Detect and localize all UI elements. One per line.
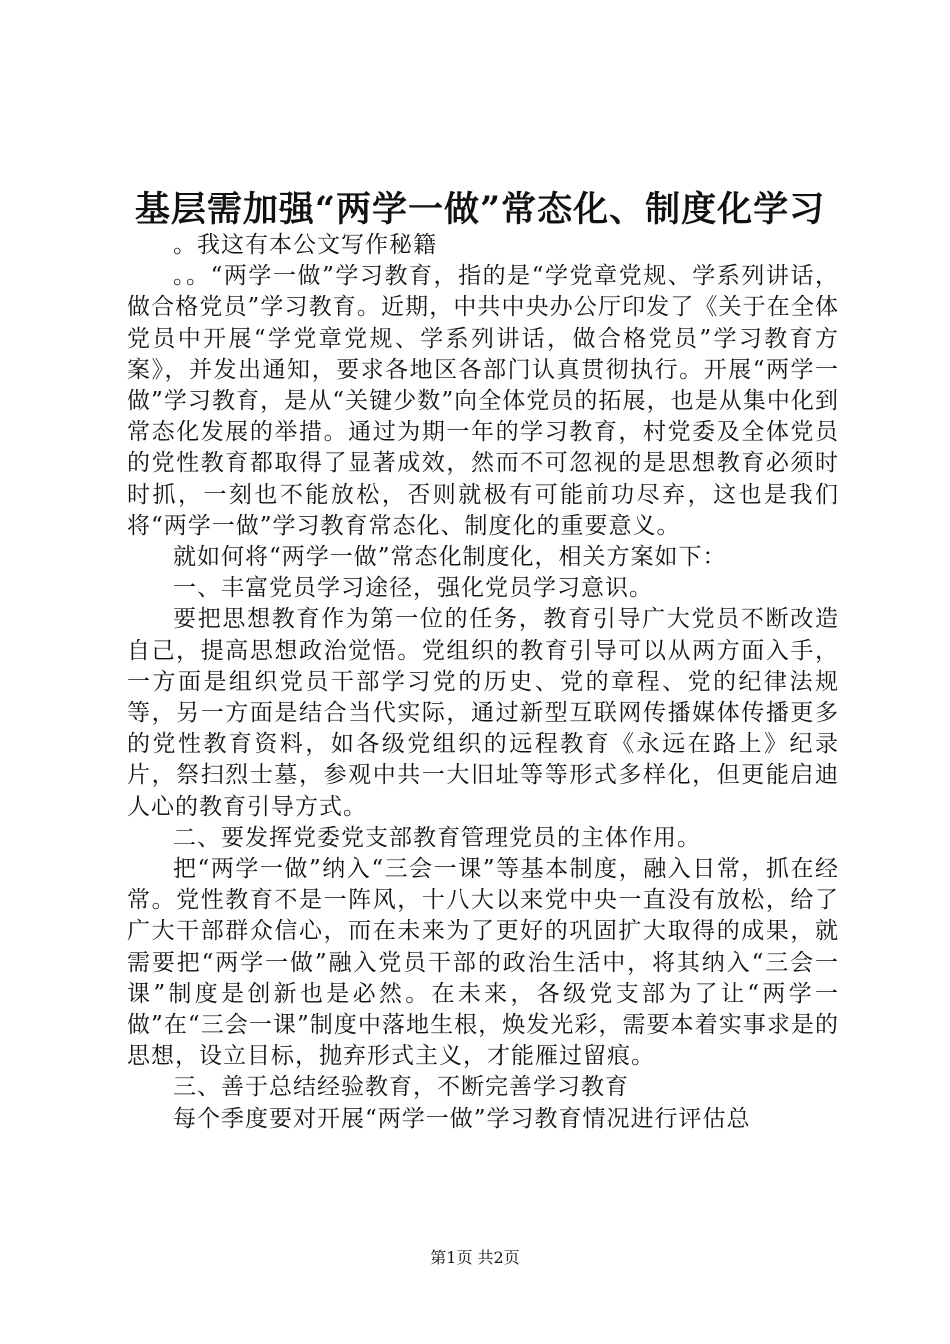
document-body <box>127 230 839 1135</box>
paragraph: 就如何将“两学一做”常态化制度化，相关方案如下： <box>173 544 727 571</box>
paragraph: 。。“两学一做”学习教育，指的是“学党章党规、学系列讲话，做合格党员”学习教育。近期，中共中央办公厅印发了《关于在全体党员中开展“学党章党规、学系列讲话，做合格党员”学习教育方案》，并发出通知，要求各地区各部门认真贯彻执行。开展“两学一做”学习教育，是从“关键少数”向全体党员的拓展，也是从集中化到常态化发展的举措。通过为期一年的学习教育，村党委及全体党员的党性教育都取得了显著成效，然而不可忽视的是思想教育必须时时抓，一刻也不能放松，否则就极有可能前功尽弃，这也是我们将“两学一做”学习教育常态化、制度化的重要意义。 <box>127 263 839 539</box>
section-heading: 三、善于总结经验教育，不断完善学习教育 <box>173 1074 629 1101</box>
paragraph: 每个季度要对开展“两学一做”学习教育情况进行评估总 <box>173 1105 751 1132</box>
paragraph: 把“两学一做”纳入“三会一课”等基本制度，融入日常，抓在经常。党性教育不是一阵风，十八大以来党中央一直没有放松，给了广大干部群众信心，而在未来为了更好的巩固扩大取得的成果，就需要把“两学一做”融入党员干部的政治生活中，将其纳入“三会一课”制度是创新也是必然。在未来，各级党支部为了让“两学一做”在“三会一课”制度中落地生根，焕发光彩，需要本着实事求是的思想，设立目标，抛弃形式主义，才能雁过留痕。 <box>127 856 839 1070</box>
section-heading: 二、要发挥党委党支部教育管理党员的主体作用。 <box>173 824 701 851</box>
page-number: 第1页 共2页 <box>430 1248 520 1267</box>
paragraph: 。我这有本公文写作秘籍 <box>173 232 437 258</box>
section-heading: 一、丰富党员学习途径，强化党员学习意识。 <box>173 575 653 602</box>
paragraph: 要把思想教育作为第一位的任务，教育引导广大党员不断改造自己，提高思想政治觉悟。党组织的教育引导可以从两方面入手，一方面是组织党员干部学习党的历史、党的章程、党的纪律法规等，另一方面是结合当代实际，通过新型互联网传播媒体传播更多的党性教育资料，如各级党组织的远程教育《永远在路上》纪录片，祭扫烈士墓，参观中共一大旧址等等形式多样化，但更能启迪人心的教育引导方式。 <box>127 606 839 820</box>
document-title: 基层需加强“两学一做”常态化、制度化学习 <box>134 189 826 230</box>
